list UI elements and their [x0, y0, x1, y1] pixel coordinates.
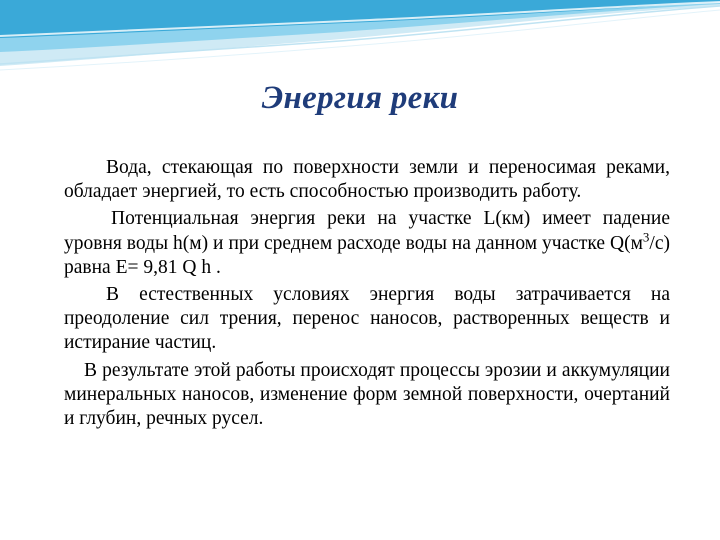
slide-title: Энергия реки [261, 80, 459, 116]
paragraph-1: Вода, стекающая по поверхности земли и переносимая реками, обладает энергией, то есть способностью производить работу. [64, 157, 670, 203]
paragraph-2 [64, 207, 670, 280]
paragraph-4: В результате этой работы происходят процессы эрозии и аккумуляции минеральных наносов, изменение форм земной поверхности, очертаний и глубин, речных русел. [64, 359, 670, 430]
paragraph-2-text: Потенциальная энергия реки на участке L(км) имеет падение уровня воды h(м) и при среднем расходе воды на данном участке Q(м [64, 208, 670, 254]
superscript-3: 3 [642, 229, 650, 245]
slide-body [64, 156, 670, 434]
paragraph-3: В естественных условиях энергия воды затрачивается на преодоление сил трения, перенос наносов, растворенных веществ и истирание частиц. [64, 284, 670, 354]
decorative-wave-header [0, 0, 720, 90]
paragraph-2-text-end: /с) равна E= 9,81 Q h . [64, 232, 670, 278]
